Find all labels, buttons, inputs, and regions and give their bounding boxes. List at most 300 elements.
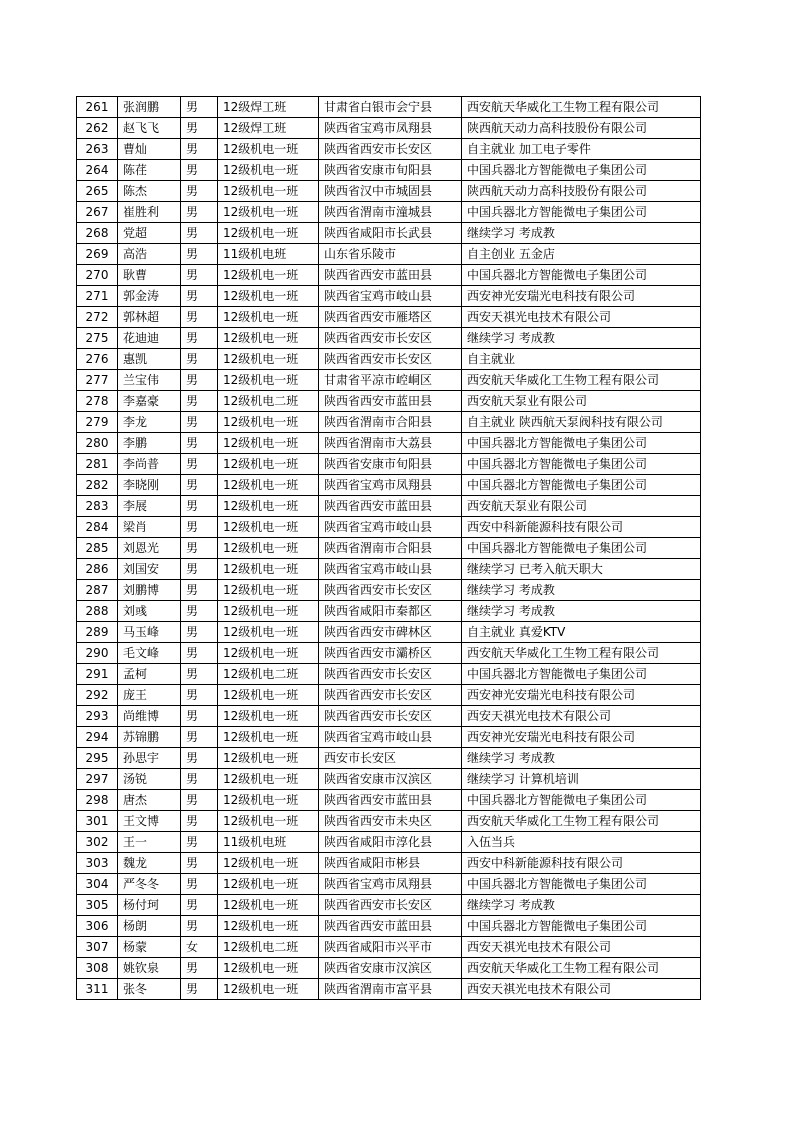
student-origin: 陕西省宝鸡市岐山县 [319, 559, 462, 580]
student-class: 12级机电一班 [218, 643, 319, 664]
student-destination: 中国兵器北方智能微电子集团公司 [462, 475, 701, 496]
row-number: 308 [77, 958, 118, 979]
student-origin: 陕西省西安市长安区 [319, 139, 462, 160]
student-origin: 陕西省西安市蓝田县 [319, 391, 462, 412]
student-gender: 男 [181, 832, 218, 853]
row-number: 275 [77, 328, 118, 349]
student-origin: 陕西省宝鸡市凤翔县 [319, 874, 462, 895]
table-row [77, 601, 701, 622]
table-row [77, 160, 701, 181]
student-gender: 男 [181, 223, 218, 244]
student-class: 12级机电一班 [218, 874, 319, 895]
student-destination: 继续学习 考成教 [462, 748, 701, 769]
table-row [77, 454, 701, 475]
student-class: 12级机电一班 [218, 538, 319, 559]
table-row [77, 328, 701, 349]
student-origin: 陕西省安康市旬阳县 [319, 454, 462, 475]
row-number: 284 [77, 517, 118, 538]
student-origin: 陕西省西安市蓝田县 [319, 790, 462, 811]
student-destination: 西安天祺光电技术有限公司 [462, 706, 701, 727]
row-number: 311 [77, 979, 118, 1000]
student-name: 王一 [118, 832, 181, 853]
student-class: 11级机电班 [218, 832, 319, 853]
student-origin: 西安市长安区 [319, 748, 462, 769]
table-row [77, 685, 701, 706]
student-name: 李晓刚 [118, 475, 181, 496]
student-class: 12级机电一班 [218, 139, 319, 160]
student-destination: 西安航天华威化工生物工程有限公司 [462, 97, 701, 118]
student-destination: 中国兵器北方智能微电子集团公司 [462, 202, 701, 223]
student-gender: 男 [181, 622, 218, 643]
student-destination: 继续学习 已考入航天职大 [462, 559, 701, 580]
student-name: 张润鹏 [118, 97, 181, 118]
student-class: 12级机电一班 [218, 895, 319, 916]
table-row [77, 559, 701, 580]
row-number: 302 [77, 832, 118, 853]
row-number: 301 [77, 811, 118, 832]
student-destination: 西安航天华威化工生物工程有限公司 [462, 811, 701, 832]
student-destination: 自主就业 陕西航天泵阀科技有限公司 [462, 412, 701, 433]
table-row [77, 832, 701, 853]
student-gender: 男 [181, 559, 218, 580]
table-row [77, 475, 701, 496]
student-name: 杨蒙 [118, 937, 181, 958]
row-number: 292 [77, 685, 118, 706]
student-destination: 西安神光安瑞光电科技有限公司 [462, 685, 701, 706]
student-origin: 陕西省安康市汉滨区 [319, 958, 462, 979]
table-row [77, 349, 701, 370]
student-class: 12级机电一班 [218, 475, 319, 496]
table-row [77, 727, 701, 748]
student-name: 党超 [118, 223, 181, 244]
student-class: 12级机电一班 [218, 412, 319, 433]
table-row [77, 181, 701, 202]
student-gender: 男 [181, 433, 218, 454]
student-destination: 中国兵器北方智能微电子集团公司 [462, 454, 701, 475]
row-number: 280 [77, 433, 118, 454]
table-row [77, 748, 701, 769]
table-row [77, 538, 701, 559]
student-destination: 继续学习 考成教 [462, 580, 701, 601]
student-gender: 男 [181, 979, 218, 1000]
student-class: 12级机电一班 [218, 580, 319, 601]
student-gender: 男 [181, 139, 218, 160]
row-number: 304 [77, 874, 118, 895]
student-origin: 陕西省西安市长安区 [319, 685, 462, 706]
student-class: 12级机电一班 [218, 811, 319, 832]
student-class: 12级机电一班 [218, 517, 319, 538]
student-name: 王文博 [118, 811, 181, 832]
student-destination: 西安航天华威化工生物工程有限公司 [462, 958, 701, 979]
row-number: 295 [77, 748, 118, 769]
student-name: 汤锐 [118, 769, 181, 790]
table-row [77, 97, 701, 118]
student-destination: 继续学习 考成教 [462, 328, 701, 349]
student-name: 兰宝伟 [118, 370, 181, 391]
student-gender: 男 [181, 916, 218, 937]
student-destination: 入伍当兵 [462, 832, 701, 853]
student-class: 12级机电一班 [218, 454, 319, 475]
student-gender: 男 [181, 202, 218, 223]
row-number: 263 [77, 139, 118, 160]
row-number: 294 [77, 727, 118, 748]
table-row [77, 118, 701, 139]
table-row [77, 643, 701, 664]
student-destination: 继续学习 考成教 [462, 601, 701, 622]
student-gender: 男 [181, 853, 218, 874]
student-destination: 中国兵器北方智能微电子集团公司 [462, 160, 701, 181]
student-class: 12级机电一班 [218, 601, 319, 622]
student-name: 刘彧 [118, 601, 181, 622]
student-gender: 男 [181, 811, 218, 832]
student-name: 李龙 [118, 412, 181, 433]
student-name: 李鹏 [118, 433, 181, 454]
student-destination: 中国兵器北方智能微电子集团公司 [462, 265, 701, 286]
student-destination: 西安航天华威化工生物工程有限公司 [462, 370, 701, 391]
student-class: 12级机电一班 [218, 160, 319, 181]
student-origin: 陕西省渭南市合阳县 [319, 412, 462, 433]
student-gender: 男 [181, 475, 218, 496]
table-row [77, 958, 701, 979]
student-origin: 陕西省汉中市城固县 [319, 181, 462, 202]
student-origin: 陕西省西安市长安区 [319, 664, 462, 685]
student-name: 陈荏 [118, 160, 181, 181]
student-destination: 西安航天华威化工生物工程有限公司 [462, 643, 701, 664]
student-gender: 男 [181, 118, 218, 139]
student-origin: 陕西省渭南市合阳县 [319, 538, 462, 559]
student-name: 耿曹 [118, 265, 181, 286]
student-origin: 陕西省咸阳市长武县 [319, 223, 462, 244]
student-name: 梁肖 [118, 517, 181, 538]
table-row [77, 874, 701, 895]
student-origin: 陕西省西安市灞桥区 [319, 643, 462, 664]
student-class: 12级机电一班 [218, 265, 319, 286]
student-gender: 男 [181, 769, 218, 790]
student-origin: 陕西省咸阳市秦都区 [319, 601, 462, 622]
student-gender: 男 [181, 454, 218, 475]
student-gender: 男 [181, 895, 218, 916]
student-origin: 陕西省西安市雁塔区 [319, 307, 462, 328]
table-row [77, 202, 701, 223]
student-gender: 男 [181, 664, 218, 685]
student-origin: 陕西省西安市长安区 [319, 895, 462, 916]
student-name: 张冬 [118, 979, 181, 1000]
student-destination: 陕西航天动力高科技股份有限公司 [462, 181, 701, 202]
table-row [77, 286, 701, 307]
row-number: 293 [77, 706, 118, 727]
student-name: 赵飞飞 [118, 118, 181, 139]
student-class: 12级机电一班 [218, 433, 319, 454]
student-gender: 男 [181, 370, 218, 391]
student-class: 12级机电一班 [218, 328, 319, 349]
student-origin: 陕西省渭南市富平县 [319, 979, 462, 1000]
student-name: 刘国安 [118, 559, 181, 580]
row-number: 306 [77, 916, 118, 937]
student-gender: 男 [181, 790, 218, 811]
row-number: 277 [77, 370, 118, 391]
student-origin: 陕西省西安市蓝田县 [319, 496, 462, 517]
student-origin: 陕西省安康市旬阳县 [319, 160, 462, 181]
row-number: 307 [77, 937, 118, 958]
row-number: 271 [77, 286, 118, 307]
row-number: 278 [77, 391, 118, 412]
table-row [77, 622, 701, 643]
student-destination: 自主就业 真爱KTV [462, 622, 701, 643]
row-number: 289 [77, 622, 118, 643]
student-class: 12级机电一班 [218, 307, 319, 328]
table-row [77, 265, 701, 286]
table-row [77, 706, 701, 727]
row-number: 281 [77, 454, 118, 475]
student-class: 12级机电一班 [218, 349, 319, 370]
student-gender: 男 [181, 160, 218, 181]
student-destination: 西安航天泵业有限公司 [462, 391, 701, 412]
student-origin: 陕西省安康市汉滨区 [319, 769, 462, 790]
student-class: 12级机电一班 [218, 685, 319, 706]
student-gender: 男 [181, 244, 218, 265]
student-destination: 陕西航天动力高科技股份有限公司 [462, 118, 701, 139]
student-origin: 陕西省西安市长安区 [319, 706, 462, 727]
student-class: 12级机电一班 [218, 916, 319, 937]
row-number: 286 [77, 559, 118, 580]
student-class: 12级机电一班 [218, 622, 319, 643]
student-class: 12级机电一班 [218, 979, 319, 1000]
student-destination: 中国兵器北方智能微电子集团公司 [462, 664, 701, 685]
table-row [77, 391, 701, 412]
student-destination: 西安神光安瑞光电科技有限公司 [462, 727, 701, 748]
table-row [77, 916, 701, 937]
student-name: 陈杰 [118, 181, 181, 202]
student-origin: 陕西省宝鸡市凤翔县 [319, 475, 462, 496]
student-name: 苏锦鹏 [118, 727, 181, 748]
student-origin: 陕西省西安市长安区 [319, 580, 462, 601]
student-name: 李嘉豪 [118, 391, 181, 412]
row-number: 287 [77, 580, 118, 601]
student-gender: 男 [181, 958, 218, 979]
row-number: 290 [77, 643, 118, 664]
student-gender: 男 [181, 643, 218, 664]
student-destination: 中国兵器北方智能微电子集团公司 [462, 538, 701, 559]
student-gender: 男 [181, 181, 218, 202]
student-origin: 陕西省宝鸡市凤翔县 [319, 118, 462, 139]
student-class: 12级机电一班 [218, 370, 319, 391]
student-gender: 男 [181, 706, 218, 727]
student-class: 11级机电班 [218, 244, 319, 265]
student-class: 12级机电一班 [218, 223, 319, 244]
student-destination: 西安航天泵业有限公司 [462, 496, 701, 517]
student-gender: 女 [181, 937, 218, 958]
student-class: 12级焊工班 [218, 118, 319, 139]
student-name: 曹灿 [118, 139, 181, 160]
student-destination: 西安中科新能源科技有限公司 [462, 853, 701, 874]
student-name: 孙思宇 [118, 748, 181, 769]
student-name: 毛文峰 [118, 643, 181, 664]
student-origin: 陕西省宝鸡市岐山县 [319, 517, 462, 538]
student-origin: 陕西省咸阳市兴平市 [319, 937, 462, 958]
student-gender: 男 [181, 748, 218, 769]
student-name: 李尚普 [118, 454, 181, 475]
student-gender: 男 [181, 727, 218, 748]
graduate-roster-table [76, 96, 701, 1000]
student-name: 刘鹏博 [118, 580, 181, 601]
student-class: 12级机电一班 [218, 853, 319, 874]
student-gender: 男 [181, 685, 218, 706]
row-number: 285 [77, 538, 118, 559]
table-row [77, 580, 701, 601]
student-class: 12级机电一班 [218, 790, 319, 811]
student-gender: 男 [181, 874, 218, 895]
table-row [77, 937, 701, 958]
student-origin: 山东省乐陵市 [319, 244, 462, 265]
table-row [77, 664, 701, 685]
student-origin: 陕西省咸阳市彬县 [319, 853, 462, 874]
table-row [77, 853, 701, 874]
student-name: 杨付珂 [118, 895, 181, 916]
student-destination: 西安天祺光电技术有限公司 [462, 307, 701, 328]
student-destination: 西安天祺光电技术有限公司 [462, 937, 701, 958]
student-class: 12级机电一班 [218, 958, 319, 979]
student-origin: 陕西省宝鸡市岐山县 [319, 727, 462, 748]
student-name: 庞王 [118, 685, 181, 706]
student-class: 12级机电二班 [218, 664, 319, 685]
student-class: 12级机电一班 [218, 286, 319, 307]
student-name: 唐杰 [118, 790, 181, 811]
table-row [77, 412, 701, 433]
student-gender: 男 [181, 97, 218, 118]
student-origin: 陕西省西安市碑林区 [319, 622, 462, 643]
student-gender: 男 [181, 517, 218, 538]
student-gender: 男 [181, 286, 218, 307]
student-destination: 继续学习 考成教 [462, 895, 701, 916]
student-destination: 中国兵器北方智能微电子集团公司 [462, 790, 701, 811]
student-class: 12级机电一班 [218, 559, 319, 580]
student-origin: 陕西省渭南市潼城县 [319, 202, 462, 223]
row-number: 291 [77, 664, 118, 685]
student-destination: 中国兵器北方智能微电子集团公司 [462, 874, 701, 895]
student-destination: 西安天祺光电技术有限公司 [462, 979, 701, 1000]
student-origin: 陕西省渭南市大荔县 [319, 433, 462, 454]
student-name: 马玉峰 [118, 622, 181, 643]
student-origin: 陕西省西安市长安区 [319, 349, 462, 370]
table-row [77, 139, 701, 160]
student-class: 12级机电一班 [218, 496, 319, 517]
table-row [77, 244, 701, 265]
student-origin: 甘肃省白银市会宁县 [319, 97, 462, 118]
table-row [77, 307, 701, 328]
student-destination: 中国兵器北方智能微电子集团公司 [462, 916, 701, 937]
student-name: 花迪迪 [118, 328, 181, 349]
student-gender: 男 [181, 412, 218, 433]
row-number: 272 [77, 307, 118, 328]
student-destination: 自主就业 加工电子零件 [462, 139, 701, 160]
row-number: 270 [77, 265, 118, 286]
row-number: 305 [77, 895, 118, 916]
table-row [77, 223, 701, 244]
student-gender: 男 [181, 307, 218, 328]
row-number: 283 [77, 496, 118, 517]
student-origin: 陕西省咸阳市淳化县 [319, 832, 462, 853]
student-origin: 陕西省西安市长安区 [319, 328, 462, 349]
table-row [77, 370, 701, 391]
row-number: 265 [77, 181, 118, 202]
student-name: 姚钦泉 [118, 958, 181, 979]
student-class: 12级机电一班 [218, 769, 319, 790]
student-name: 李展 [118, 496, 181, 517]
roster-body [77, 97, 701, 1000]
row-number: 303 [77, 853, 118, 874]
student-origin: 陕西省西安市未央区 [319, 811, 462, 832]
student-destination: 西安中科新能源科技有限公司 [462, 517, 701, 538]
student-name: 郭金涛 [118, 286, 181, 307]
student-class: 12级机电一班 [218, 706, 319, 727]
student-name: 郭林超 [118, 307, 181, 328]
student-gender: 男 [181, 265, 218, 286]
student-name: 崔胜利 [118, 202, 181, 223]
student-name: 魏龙 [118, 853, 181, 874]
table-row [77, 433, 701, 454]
student-name: 高浩 [118, 244, 181, 265]
student-name: 杨朗 [118, 916, 181, 937]
row-number: 269 [77, 244, 118, 265]
student-name: 尚维博 [118, 706, 181, 727]
student-class: 12级机电一班 [218, 202, 319, 223]
table-row [77, 496, 701, 517]
row-number: 297 [77, 769, 118, 790]
row-number: 282 [77, 475, 118, 496]
student-origin: 陕西省宝鸡市岐山县 [319, 286, 462, 307]
student-class: 12级机电一班 [218, 727, 319, 748]
table-row [77, 811, 701, 832]
student-origin: 陕西省西安市蓝田县 [319, 916, 462, 937]
table-row [77, 790, 701, 811]
student-destination: 西安神光安瑞光电科技有限公司 [462, 286, 701, 307]
row-number: 279 [77, 412, 118, 433]
row-number: 264 [77, 160, 118, 181]
student-origin: 陕西省西安市蓝田县 [319, 265, 462, 286]
row-number: 276 [77, 349, 118, 370]
table-row [77, 517, 701, 538]
student-name: 刘恩光 [118, 538, 181, 559]
student-class: 12级机电一班 [218, 181, 319, 202]
row-number: 261 [77, 97, 118, 118]
student-gender: 男 [181, 538, 218, 559]
row-number: 268 [77, 223, 118, 244]
table-row [77, 895, 701, 916]
student-destination: 自主创业 五金店 [462, 244, 701, 265]
student-name: 孟柯 [118, 664, 181, 685]
table-row [77, 979, 701, 1000]
student-gender: 男 [181, 391, 218, 412]
student-name: 惠凯 [118, 349, 181, 370]
student-gender: 男 [181, 580, 218, 601]
row-number: 288 [77, 601, 118, 622]
student-destination: 继续学习 考成教 [462, 223, 701, 244]
student-class: 12级机电一班 [218, 748, 319, 769]
row-number: 267 [77, 202, 118, 223]
student-gender: 男 [181, 496, 218, 517]
student-origin: 甘肃省平凉市崆峒区 [319, 370, 462, 391]
row-number: 298 [77, 790, 118, 811]
student-class: 12级机电二班 [218, 391, 319, 412]
student-gender: 男 [181, 601, 218, 622]
student-class: 12级焊工班 [218, 97, 319, 118]
student-class: 12级机电二班 [218, 937, 319, 958]
student-destination: 自主就业 [462, 349, 701, 370]
student-name: 严冬冬 [118, 874, 181, 895]
table-row [77, 769, 701, 790]
student-destination: 继续学习 计算机培训 [462, 769, 701, 790]
row-number: 262 [77, 118, 118, 139]
